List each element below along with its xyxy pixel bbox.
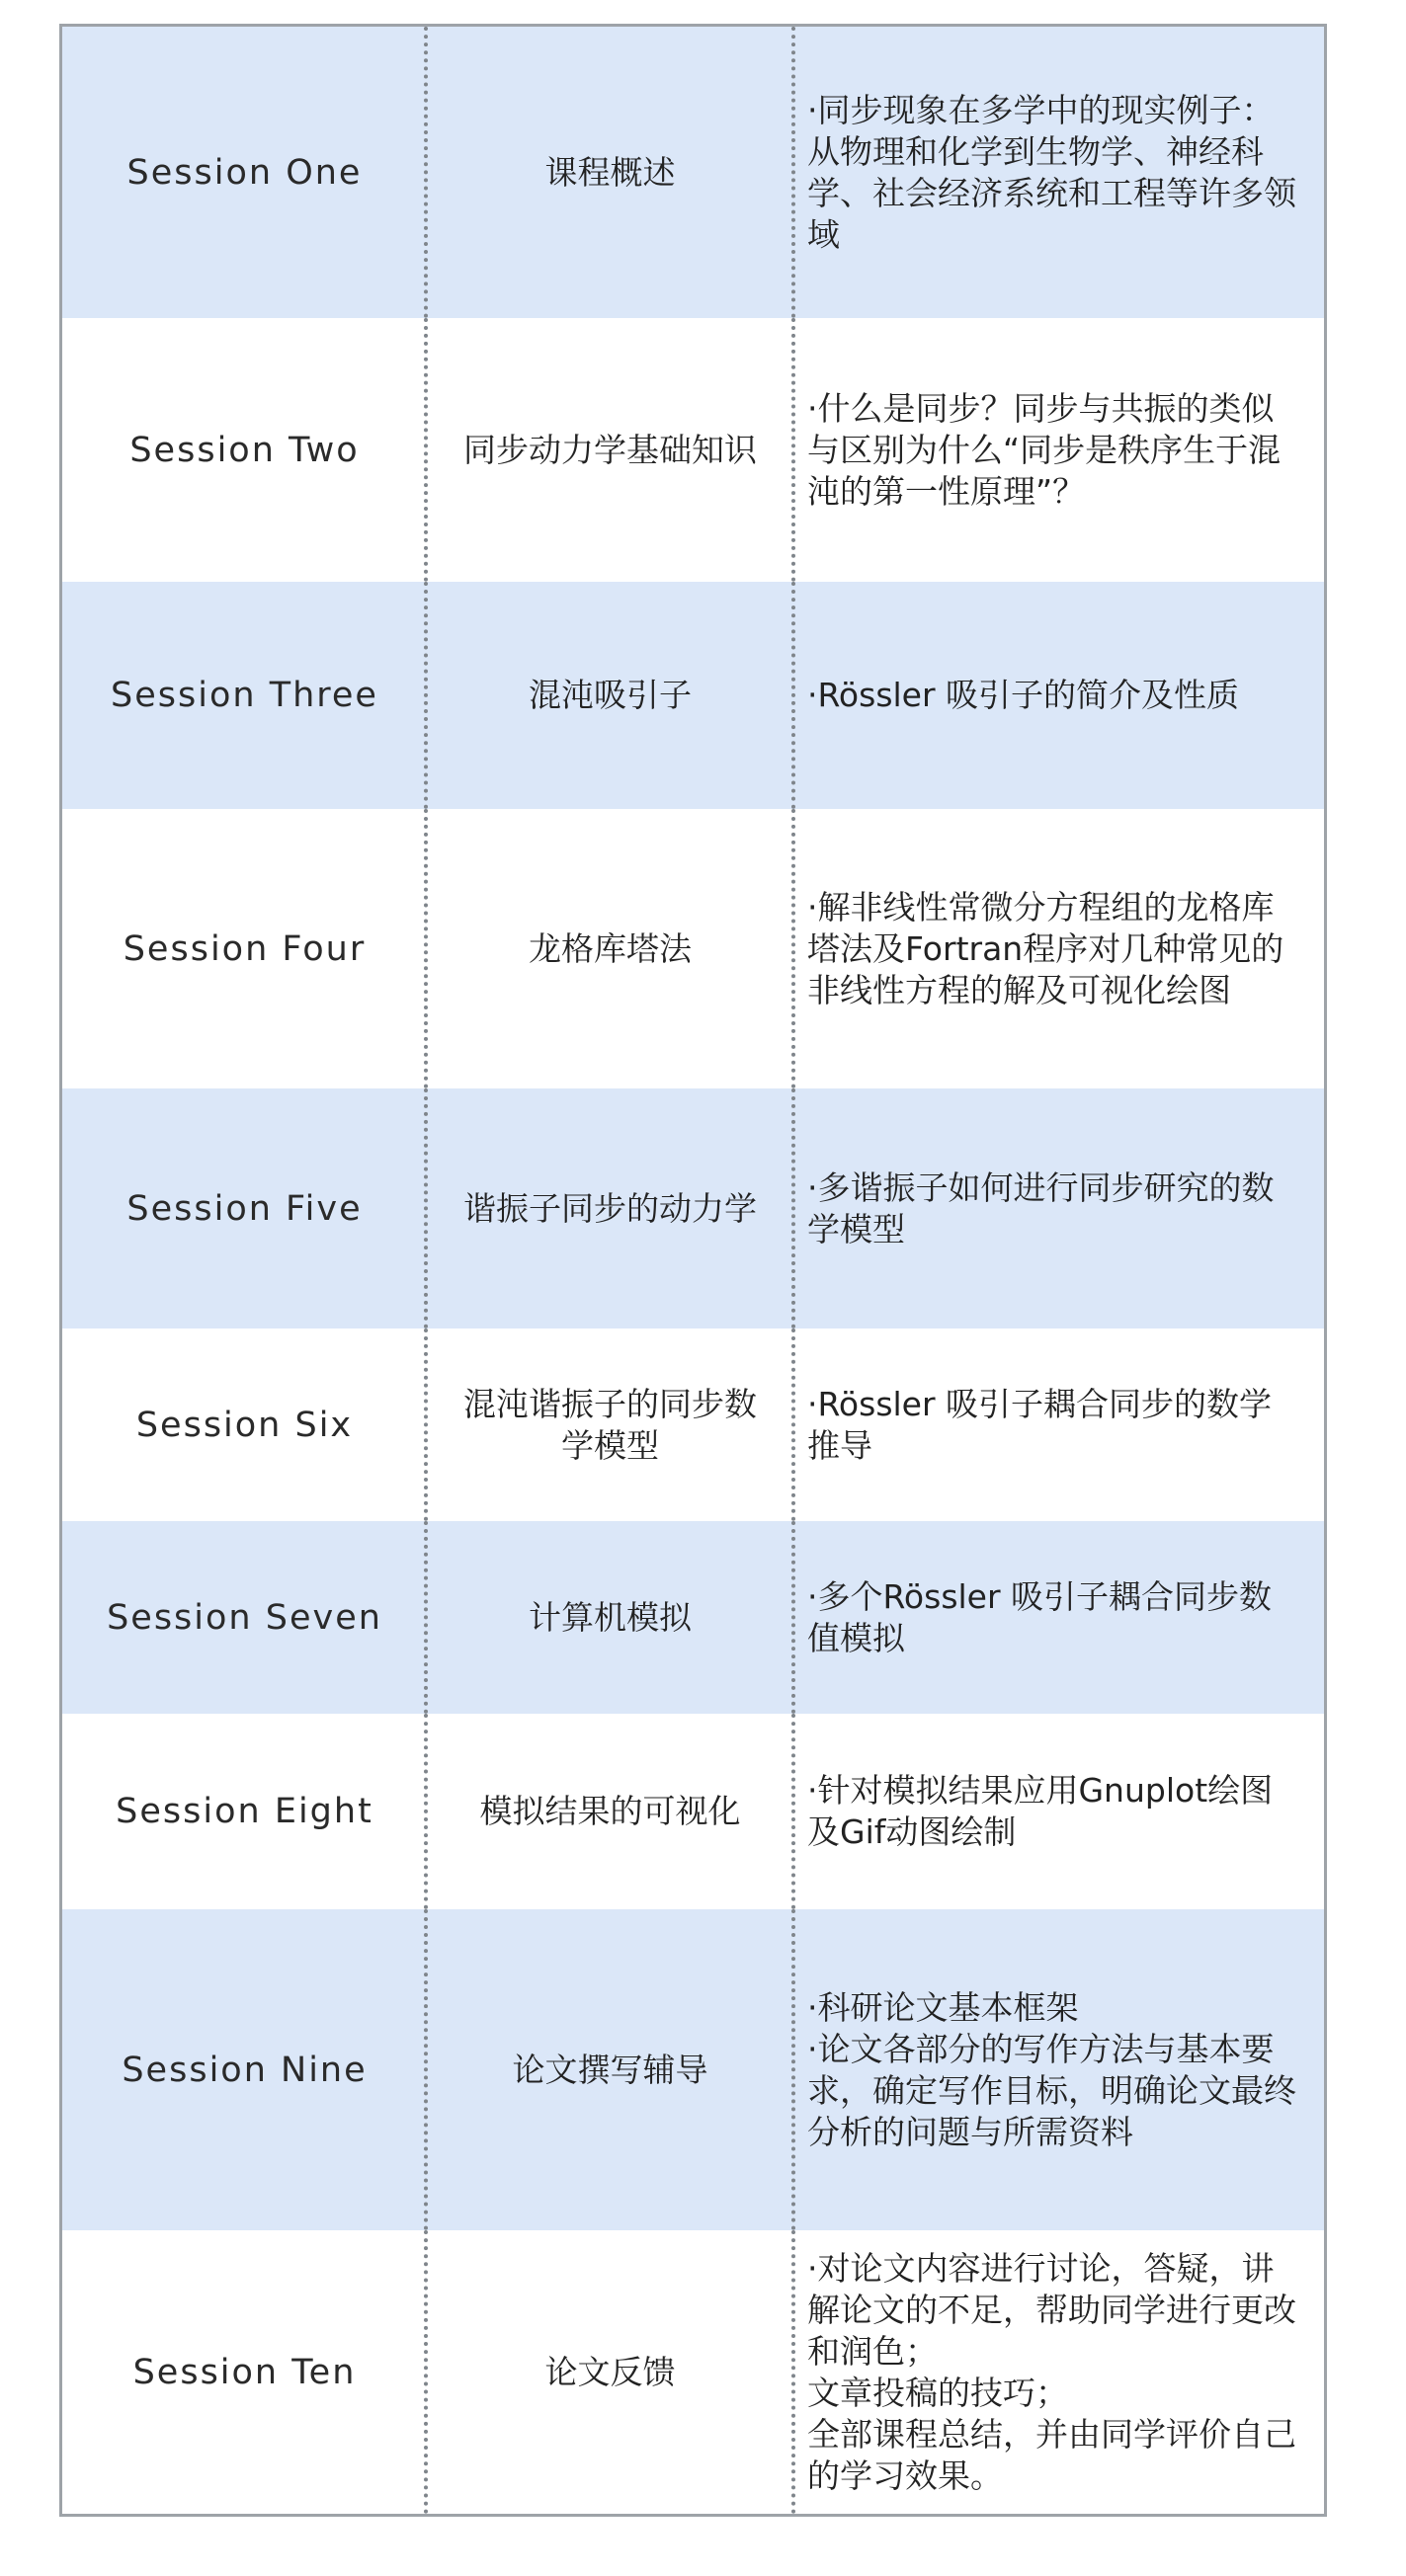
session-name: Session Eight (116, 1792, 373, 1831)
session-name: Session Two (129, 430, 360, 470)
column-divider (424, 2230, 428, 2514)
session-topic: 论文撰写辅导 (512, 2050, 708, 2089)
column-divider (424, 27, 428, 318)
column-divider (424, 1521, 428, 1714)
column-divider (424, 582, 428, 809)
column-divider (424, 1088, 428, 1328)
column-divider (791, 1909, 795, 2230)
column-divider (791, 1521, 795, 1714)
session-name: Session Seven (107, 1597, 382, 1638)
table-row (62, 1909, 1324, 2230)
course-schedule-table (59, 24, 1327, 2517)
session-name: Session Five (126, 1188, 363, 1229)
column-divider (791, 1714, 795, 1909)
table-row (62, 2230, 1324, 2514)
session-topic: 混沌吸引子 (529, 676, 692, 714)
table-row (62, 582, 1324, 809)
column-divider (424, 1909, 428, 2230)
session-name: Session One (126, 152, 363, 193)
session-details: ·什么是同步？同步与共振的类似与区别为什么“同步是秩序生于混沌的第一性原理”？ (807, 388, 1282, 511)
session-details: ·解非线性常微分方程组的龙格库塔法及Fortran程序对几种常见的非线性方程的解及可视化绘图 (807, 887, 1284, 1009)
session-details: ·同步现象在多学中的现实例子：从物理和化学到生物学、神经科学、社会经济系统和工程等许多领域 (807, 90, 1296, 254)
column-divider (791, 582, 795, 809)
session-details: ·对论文内容进行讨论，答疑，讲解论文的不足，帮助同学进行更改和润色； 文章投稿的技巧； 全部课程总结，并由同学评价自己的学习效果。 (807, 2248, 1296, 2495)
column-divider (424, 1328, 428, 1521)
session-topic: 模拟结果的可视化 (479, 1792, 741, 1830)
table-row (62, 318, 1324, 582)
session-topic: 计算机模拟 (529, 1597, 692, 1637)
session-name: Session Three (111, 676, 378, 715)
session-topic: 论文反馈 (544, 2352, 676, 2391)
column-divider (424, 809, 428, 1088)
session-topic: 混沌谐振子的同步数学模型 (463, 1384, 757, 1465)
session-details: ·科研论文基本框架 ·论文各部分的写作方法与基本要求，确定写作目标，明确论文最终分析的问题与所需资料 (807, 1987, 1296, 2151)
session-details: ·多个Rössler 吸引子耦合同步数值模拟 (807, 1576, 1273, 1657)
column-divider (791, 318, 795, 582)
session-details: ·针对模拟结果应用Gnuplot绘图及Gif动图绘制 (807, 1771, 1274, 1851)
column-divider (791, 2230, 795, 2514)
session-name: Session Ten (132, 2352, 357, 2392)
session-details: ·Rössler 吸引子耦合同步的数学推导 (807, 1384, 1273, 1465)
column-divider (424, 1714, 428, 1909)
table-row (62, 1328, 1324, 1521)
session-topic: 课程概述 (544, 152, 676, 192)
column-divider (791, 1328, 795, 1521)
session-details: ·Rössler 吸引子的简介及性质 (807, 676, 1240, 714)
table-row (62, 1714, 1324, 1909)
column-divider (791, 27, 795, 318)
table-row (62, 1521, 1324, 1714)
session-name: Session Nine (122, 2050, 368, 2090)
table-row (62, 27, 1324, 318)
table-row (62, 809, 1324, 1088)
table-row (62, 1088, 1324, 1328)
session-name: Session Four (123, 928, 367, 969)
session-topic: 同步动力学基础知识 (463, 430, 757, 469)
column-divider (791, 809, 795, 1088)
session-topic: 龙格库塔法 (529, 928, 692, 968)
session-details: ·多谐振子如何进行同步研究的数学模型 (807, 1167, 1275, 1248)
session-name: Session Six (135, 1405, 354, 1445)
session-topic: 谐振子同步的动力学 (463, 1188, 757, 1228)
column-divider (424, 318, 428, 582)
column-divider (791, 1088, 795, 1328)
